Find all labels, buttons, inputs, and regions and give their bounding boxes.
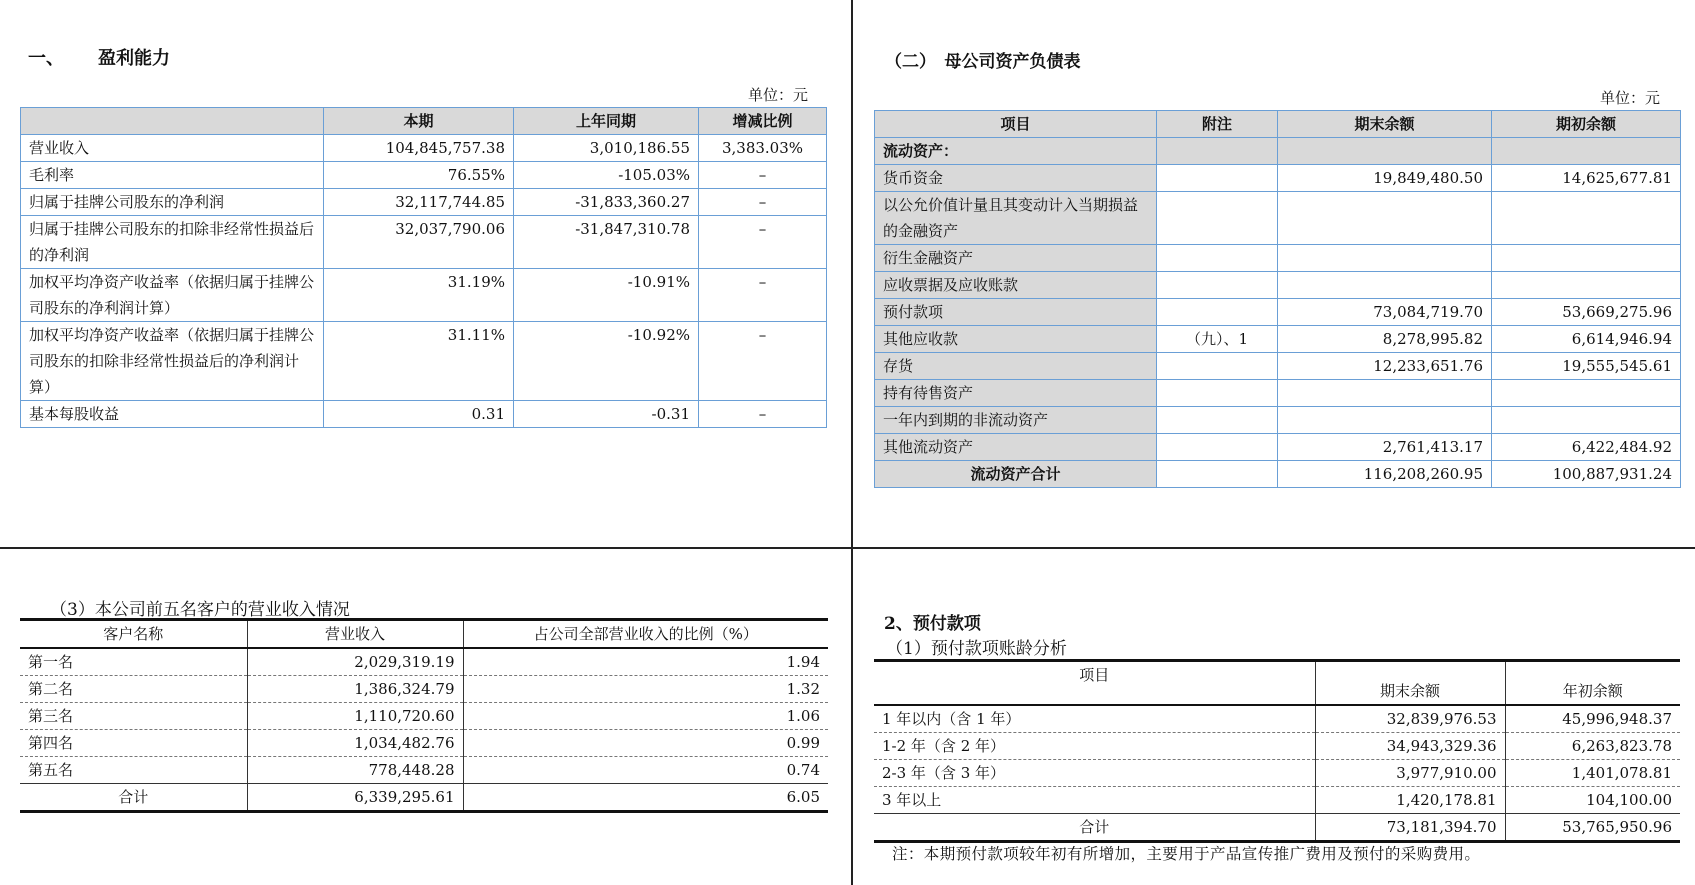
column-header: 项目 [875,111,1157,138]
note-ref [1157,353,1278,380]
balance-sheet-heading: （二） 母公司资产负债表 [885,52,1081,72]
row-label: 归属于挂牌公司股东的净利润 [21,189,324,216]
period-begin-value [1492,380,1681,407]
profitability-table [20,107,827,428]
change-ratio-value: – [699,162,827,189]
current-period-value: 0.31 [324,401,514,428]
table-row [20,757,828,784]
total-row [874,814,1680,842]
row-label: 衍生金融资产 [875,245,1157,272]
current-period-value: 32,037,790.06 [324,216,514,269]
top-customers-table [20,618,828,813]
row-label: 加权平均净资产收益率（依据归属于挂牌公司股东的净利润计算） [21,269,324,322]
row-label: 存货 [875,353,1157,380]
period-begin-value: 53,669,275.96 [1492,299,1681,326]
change-ratio-value: – [699,401,827,428]
note-ref [1157,165,1278,192]
row-label: 其他流动资产 [875,434,1157,461]
section-row [875,138,1681,165]
period-end-value: 2,761,413.17 [1278,434,1492,461]
current-period-value: 104,845,757.38 [324,135,514,162]
customer-name: 第三名 [20,703,247,730]
period-end-value [1278,380,1492,407]
column-header: 期末余额 [1278,111,1492,138]
row-label: 货币资金 [875,165,1157,192]
vertical-divider [851,0,853,885]
row-label: 持有待售资产 [875,380,1157,407]
period-begin-value [1492,245,1681,272]
total-label: 流动资产合计 [875,461,1157,488]
total-row [875,461,1681,488]
period-end-value: 34,943,329.36 [1315,733,1505,760]
prior-period-value: 3,010,186.55 [514,135,699,162]
row-label: 以公允价值计量且其变动计入当期损益的金融资产 [875,192,1157,245]
aging-bucket: 1 年以内（含 1 年） [874,705,1315,733]
note-ref [1157,434,1278,461]
year-begin-value: 6,263,823.78 [1505,733,1680,760]
table-row [874,787,1680,814]
current-period-value: 31.11% [324,322,514,401]
period-end-value: 8,278,995.82 [1278,326,1492,353]
table-row [874,705,1680,733]
period-begin-value [1492,407,1681,434]
change-ratio-value: – [699,189,827,216]
note-ref: （九）、1 [1157,326,1278,353]
prior-period-value: -31,847,310.78 [514,216,699,269]
column-header: 年初余额 [1505,661,1680,706]
total-label: 合计 [20,784,247,812]
period-end-value: 3,977,910.00 [1315,760,1505,787]
period-begin-value [1492,272,1681,299]
customers-heading: （3）本公司前五名客户的营业收入情况 [50,600,350,620]
change-ratio-value: – [699,216,827,269]
table-row [875,192,1681,245]
note-ref [1157,245,1278,272]
period-begin-value: 6,614,946.94 [1492,326,1681,353]
period-end-value: 1,420,178.81 [1315,787,1505,814]
prepayments-footnote: 注：本期预付款项较年初有所增加，主要用于产品宣传推广费用及预付的采购费用。 [892,845,1481,863]
current-period-value: 32,117,744.85 [324,189,514,216]
row-label: 预付款项 [875,299,1157,326]
table-row [875,407,1681,434]
table-row [21,162,827,189]
table-header-row [874,661,1680,706]
balance-sheet-unit: 单位：元 [1600,89,1661,107]
column-header: 附注 [1157,111,1278,138]
row-label: 应收票据及应收账款 [875,272,1157,299]
profitability-heading-number: 一、 [28,48,64,69]
prepayments-subheading: （1）预付款项账龄分析 [886,639,1067,659]
current-period-value: 76.55% [324,162,514,189]
year-begin-value: 104,100.00 [1505,787,1680,814]
table-row [20,703,828,730]
aging-bucket: 1-2 年（含 2 年） [874,733,1315,760]
profitability-unit: 单位：元 [748,86,809,104]
table-row [875,299,1681,326]
table-row [21,189,827,216]
revenue-share-value: 0.74 [463,757,828,784]
column-header: 本期 [324,108,514,135]
column-header: 期末余额 [1315,661,1505,706]
table-row [874,733,1680,760]
table-row [874,760,1680,787]
row-label: 归属于挂牌公司股东的扣除非经常性损益后的净利润 [21,216,324,269]
table-row [875,165,1681,192]
period-end-value [1278,192,1492,245]
period-end-value: 73,084,719.70 [1278,299,1492,326]
table-row [21,322,827,401]
period-begin-value: 19,555,545.61 [1492,353,1681,380]
table-row [875,353,1681,380]
table-row [20,676,828,703]
period-end-total: 73,181,394.70 [1315,814,1505,842]
section-label: 流动资产： [875,138,1157,165]
row-label: 毛利率 [21,162,324,189]
table-header-row [21,108,827,135]
customer-name: 第一名 [20,648,247,676]
change-ratio-value: – [699,269,827,322]
revenue-share-value: 1.94 [463,648,828,676]
period-end-total: 116,208,260.95 [1278,461,1492,488]
table-header-row [20,620,828,649]
column-header: 上年同期 [514,108,699,135]
table-row [21,216,827,269]
period-begin-total: 100,887,931.24 [1492,461,1681,488]
table-header-row [875,111,1681,138]
column-header: 期初余额 [1492,111,1681,138]
prior-period-value: -10.92% [514,322,699,401]
customer-name: 第四名 [20,730,247,757]
table-row [21,269,827,322]
change-ratio-value: – [699,322,827,401]
period-end-value [1278,272,1492,299]
balance-sheet-table [874,110,1681,488]
prior-period-value: -0.31 [514,401,699,428]
table-row [875,326,1681,353]
row-label: 营业收入 [21,135,324,162]
revenue-value: 1,110,720.60 [247,703,463,730]
row-label: 一年内到期的非流动资产 [875,407,1157,434]
year-begin-value: 45,996,948.37 [1505,705,1680,733]
note-ref [1157,407,1278,434]
prior-period-value: -105.03% [514,162,699,189]
period-begin-value: 14,625,677.81 [1492,165,1681,192]
current-period-value: 31.19% [324,269,514,322]
column-header: 营业收入 [247,620,463,649]
revenue-share-value: 1.32 [463,676,828,703]
table-row [875,434,1681,461]
prior-period-value: -10.91% [514,269,699,322]
table-row [875,272,1681,299]
profitability-heading: 盈利能力 [98,48,170,69]
note-ref [1157,192,1278,245]
year-begin-total: 53,765,950.96 [1505,814,1680,842]
aging-bucket: 2-3 年（含 3 年） [874,760,1315,787]
revenue-total: 6,339,295.61 [247,784,463,812]
revenue-value: 2,029,319.19 [247,648,463,676]
table-row [21,401,827,428]
horizontal-divider [0,547,1695,549]
prepayments-aging-table [874,659,1680,843]
column-header: 增减比例 [699,108,827,135]
revenue-value: 1,386,324.79 [247,676,463,703]
prior-period-value: -31,833,360.27 [514,189,699,216]
note-ref [1157,272,1278,299]
period-end-value: 19,849,480.50 [1278,165,1492,192]
customer-name: 第二名 [20,676,247,703]
table-row [875,380,1681,407]
column-header: 占公司全部营业收入的比例（%） [463,620,828,649]
row-label: 基本每股收益 [21,401,324,428]
row-label: 加权平均净资产收益率（依据归属于挂牌公司股东的扣除非经常性损益后的净利润计算） [21,322,324,401]
period-end-value: 32,839,976.53 [1315,705,1505,733]
period-end-value: 12,233,651.76 [1278,353,1492,380]
period-end-value [1278,245,1492,272]
table-row [21,135,827,162]
column-header: 客户名称 [20,620,247,649]
total-row [20,784,828,812]
aging-bucket: 3 年以上 [874,787,1315,814]
total-label: 合计 [874,814,1315,842]
note-ref [1157,461,1278,488]
column-header: 项目 [874,661,1315,706]
table-row [875,245,1681,272]
period-begin-value [1492,192,1681,245]
change-ratio-value: 3,383.03% [699,135,827,162]
period-begin-value: 6,422,484.92 [1492,434,1681,461]
period-end-value [1278,407,1492,434]
revenue-value: 778,448.28 [247,757,463,784]
revenue-share-value: 0.99 [463,730,828,757]
row-label: 其他应收款 [875,326,1157,353]
note-ref [1157,380,1278,407]
prepayments-heading: 2、预付款项 [884,614,981,634]
table-row [20,648,828,676]
customer-name: 第五名 [20,757,247,784]
year-begin-value: 1,401,078.81 [1505,760,1680,787]
column-header [21,108,324,135]
revenue-value: 1,034,482.76 [247,730,463,757]
revenue-share-value: 1.06 [463,703,828,730]
table-row [20,730,828,757]
note-ref [1157,299,1278,326]
revenue-share-total: 6.05 [463,784,828,812]
